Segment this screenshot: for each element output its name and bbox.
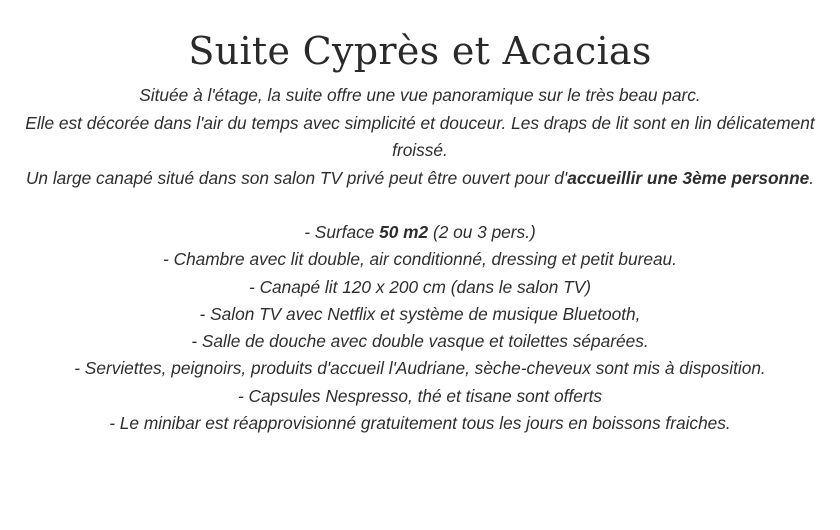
intro-line-3: [10, 165, 830, 193]
intro-line-3-prefix: Un large canapé situé dans son salon TV privé peut être ouvert pour d': [25, 167, 568, 188]
features-list: [10, 219, 830, 437]
feature-item: - Salon TV avec Netflix et système de musique Bluetooth,: [199, 303, 641, 324]
feature-item: - Serviettes, peignoirs, produits d'accueil l'Audriane, sèche-cheveux sont mis à disposition.: [74, 358, 766, 379]
intro-line-2: Elle est décorée dans l'air du temps avec simplicité et douceur. Les draps de lit sont en lin délicatement froissé.: [25, 112, 815, 160]
spacer: [10, 192, 830, 219]
surface-prefix: - Surface: [304, 222, 380, 242]
feature-item: - Salle de douche avec double vasque et toilettes séparées.: [191, 331, 649, 352]
intro-line-1: Située à l'étage, la suite offre une vue panoramique sur le très beau parc.: [139, 85, 701, 105]
feature-item: - Le minibar est réapprovisionné gratuitement tous les jours en boissons fraiches.: [109, 413, 731, 434]
feature-item: - Chambre avec lit double, air conditionné, dressing et petit bureau.: [163, 249, 677, 270]
surface-suffix: (2 ou 3 pers.): [428, 222, 536, 242]
surface-value: 50 m2: [379, 222, 429, 242]
intro-line-3-bold: accueillir une 3ème personne: [567, 167, 810, 188]
feature-surface: [10, 219, 830, 246]
feature-item: - Capsules Nespresso, thé et tisane sont offerts: [237, 385, 603, 406]
intro-text: [10, 82, 830, 192]
page-title: Suite Cyprès et Acacias: [188, 29, 652, 73]
intro-line-3-suffix: .: [809, 167, 815, 188]
feature-item: - Canapé lit 120 x 200 cm (dans le salon TV): [249, 276, 591, 297]
